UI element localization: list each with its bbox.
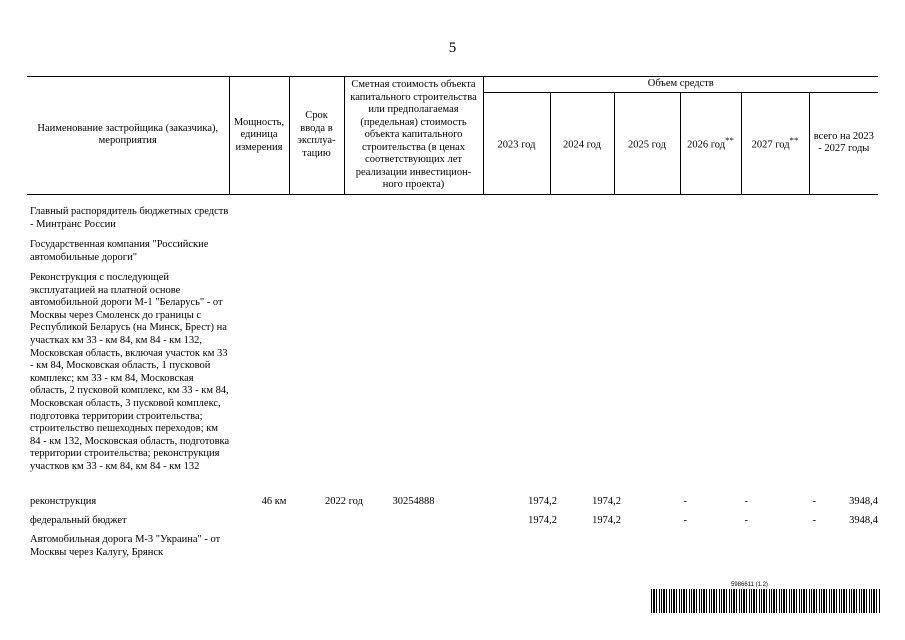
table-row xyxy=(27,515,878,528)
row-name: федеральный бюджет xyxy=(30,515,127,526)
header-year-2023: 2023 год xyxy=(483,92,550,194)
row-total: 3948,4 xyxy=(849,515,878,526)
header-total-column: всего на 2023 - 2027 годы xyxy=(809,92,878,194)
row-value-2023: 1974,2 xyxy=(528,496,557,507)
row-total: 3948,4 xyxy=(849,496,878,507)
row-value-2025: - xyxy=(683,515,687,526)
header-capacity-column: Мощность, единица измерения xyxy=(229,77,289,195)
row-value-2025: - xyxy=(683,496,687,507)
row-name: Автомобильная дорога М-3 "Украина" - от Москвы через Калугу, Брянск xyxy=(30,534,221,558)
row-name: реконструкция xyxy=(30,496,97,507)
row-value-2024: 1974,2 xyxy=(592,496,621,507)
header-year-2026: 2026 год** xyxy=(680,92,741,194)
header-year-2024: 2024 год xyxy=(550,92,614,194)
row-value-2027: - xyxy=(812,515,816,526)
header-year-2025: 2025 год xyxy=(614,92,680,194)
header-volume-group: Объем средств xyxy=(483,77,878,93)
header-table xyxy=(27,76,878,195)
row-name: Главный распорядитель бюджетных средств - Минтранс России xyxy=(30,206,229,230)
row-name: Реконструкция с последующей эксплуатацией на платной основе автомобильной дороги М-1 "Беларусь" - от Москвы через Смоленск до границы с Республикой Беларусь (на Минск, Брест) на участках км 33 - км 84, км 84 - км 132, Московская область, включая участок км 33 - км 84, Московская область, 1 пусковой комплекс; км 33 - км 84, Московская область, 2 пусковой комплекс, км 33 - км 84, Московская область, 3 пусковой комплекс, подготовка территории строительства; строительство пешеходных переходов; км 84 - км 132, Московская область, подготовка территории строительства; реконструкция участков км 33 - км 84, км 84 - км 132 xyxy=(30,272,230,472)
row-term: 2022 год xyxy=(325,496,363,507)
header-year-2027: 2027 год** xyxy=(741,92,809,194)
row-cost: 30254888 xyxy=(392,496,435,507)
row-value-2026: - xyxy=(744,496,748,507)
row-value-2027: - xyxy=(812,496,816,507)
row-value-2024: 1974,2 xyxy=(592,515,621,526)
row-name: Государственная компания "Российские автомобильные дороги" xyxy=(30,239,209,263)
header-name-column: Наименование застройщика (заказчика), мероприятия xyxy=(27,77,229,195)
table-body xyxy=(27,206,878,559)
header-cost-column: Сметная стоимость объекта капитального строительства или предполагаемая (предельная) стоимость объекта капитального строительства (в ценах соответствующих лет реализации инвестицион-ного проекта) xyxy=(344,77,483,195)
barcode-image xyxy=(651,589,880,613)
page-number: 5 xyxy=(448,40,457,56)
table-row xyxy=(27,272,878,488)
table-row xyxy=(27,239,878,262)
document-code: 5986611 (1.2) xyxy=(731,582,768,588)
table-row xyxy=(27,534,878,559)
header-term-column: Срок ввода в эксплуа-тацию xyxy=(289,77,344,195)
row-capacity: 46 км xyxy=(261,496,287,507)
table-row xyxy=(27,206,878,229)
table-row xyxy=(27,496,878,509)
row-value-2026: - xyxy=(744,515,748,526)
row-value-2023: 1974,2 xyxy=(528,515,557,526)
